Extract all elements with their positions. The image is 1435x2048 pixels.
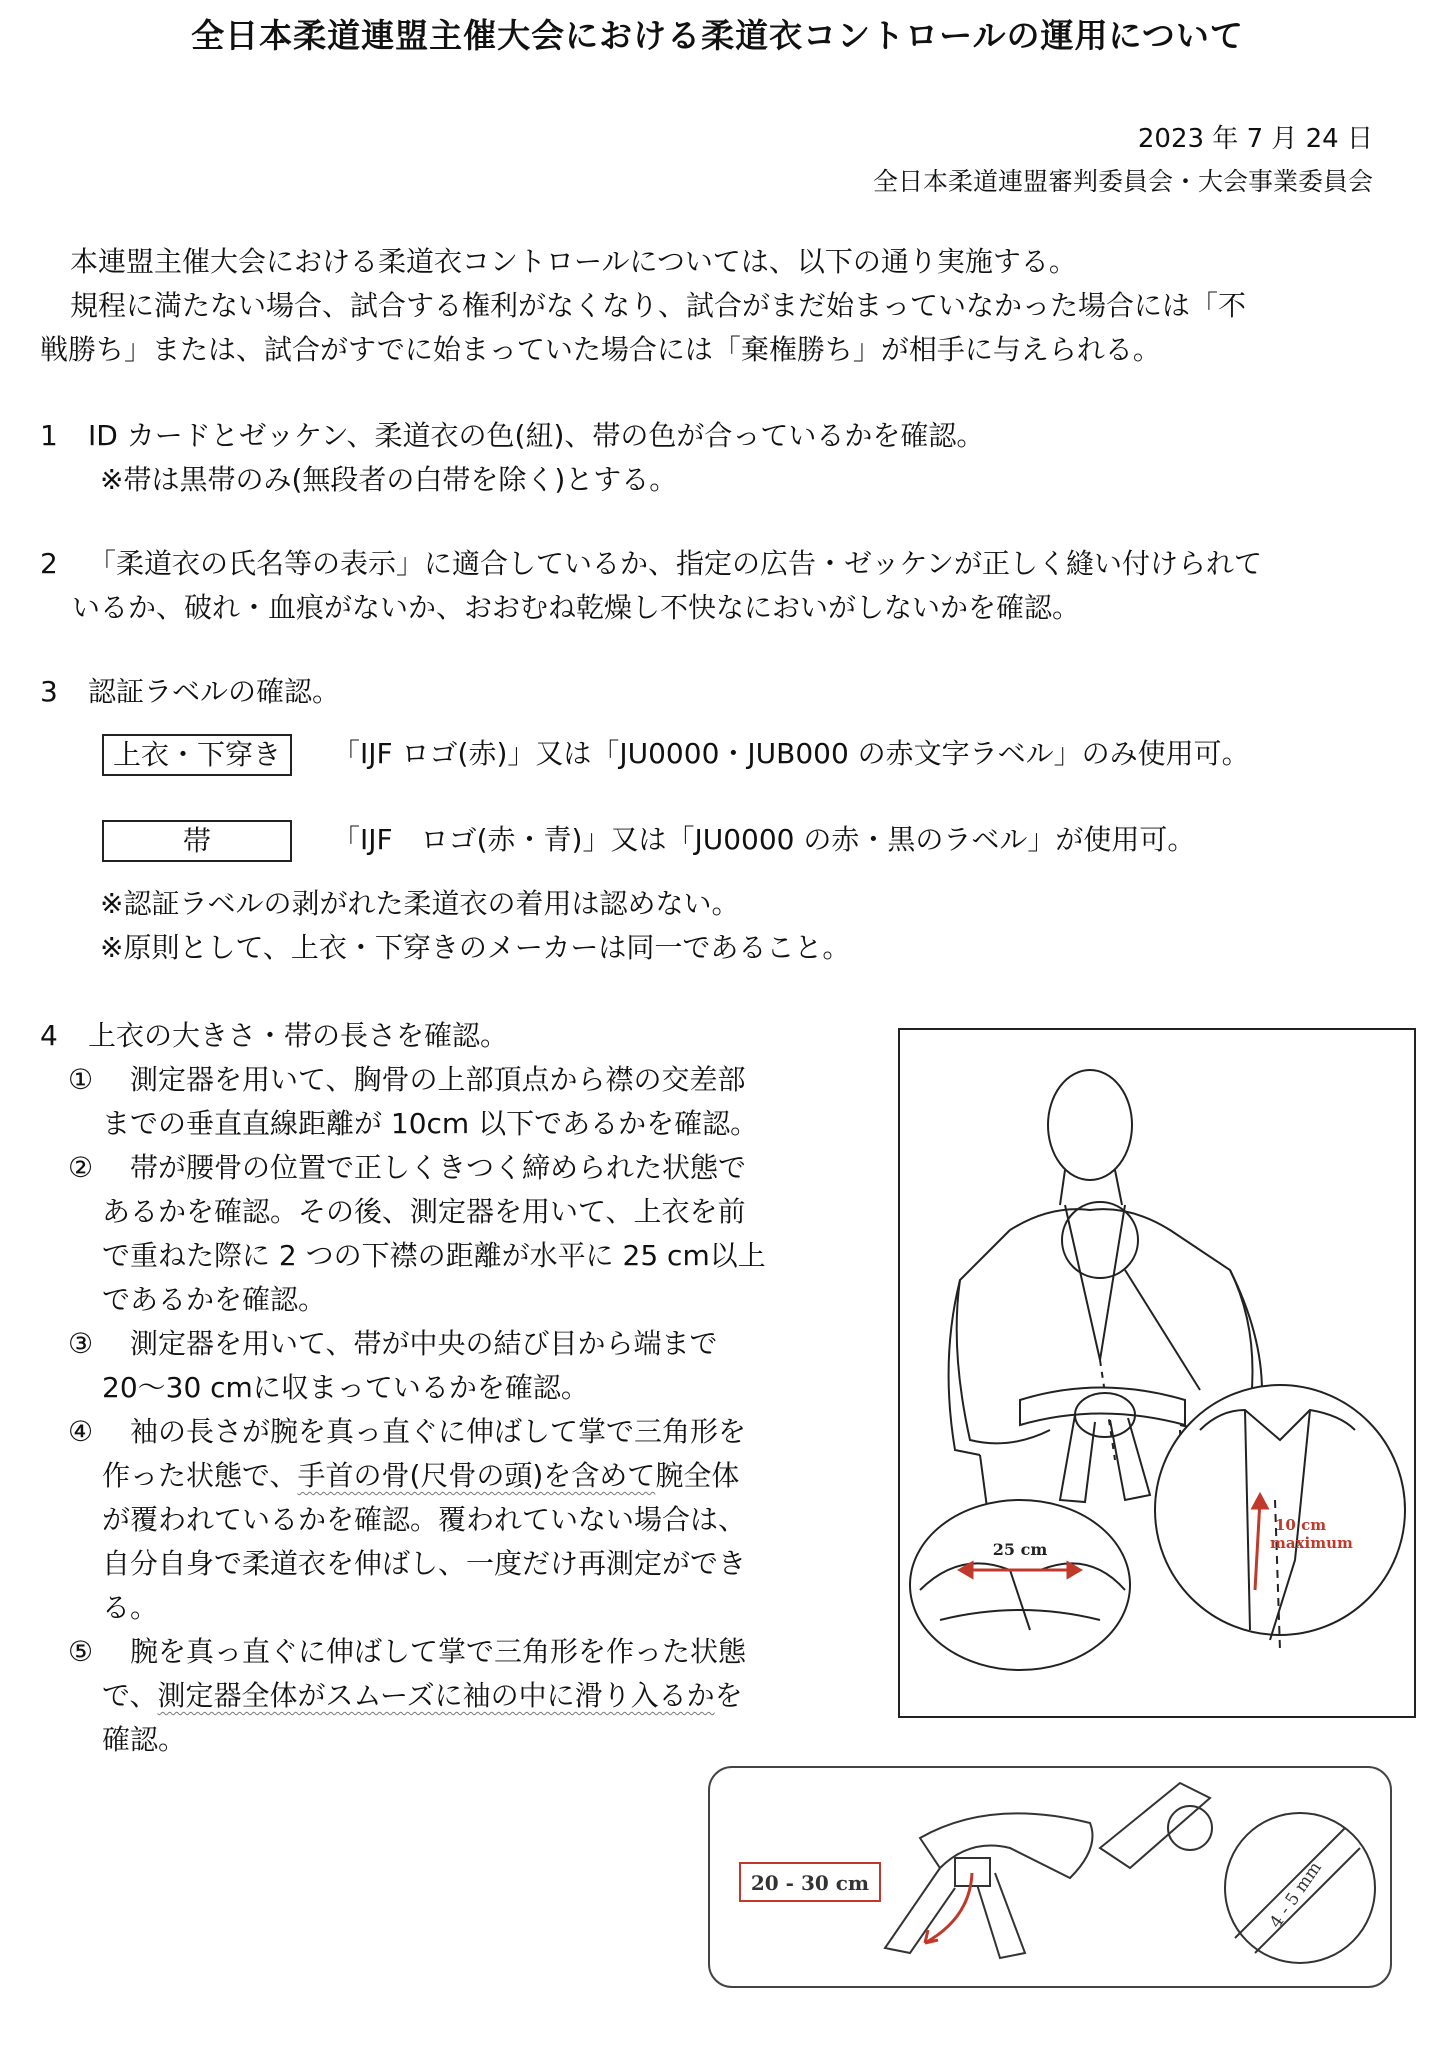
sub-5-line-2-a: で、 [102,1679,158,1712]
head-outline [1048,1070,1132,1180]
item-3 [40,670,340,714]
belt-illustration [710,1768,1390,1986]
item-3-number: 3 [40,675,58,708]
label-belt-text: 「IJF ロゴ(赤・青)」又は「JU0000 の赤・黒のラベル」が使用可。 [332,823,1196,856]
sub-4-mark: ④ [68,1415,94,1448]
sub-4-line-2-a: 作った状態で、 [102,1459,298,1492]
item-1-note: ※帯は黒帯のみ(無段者の白帯を除く)とする。 [100,463,678,496]
label-top-bottom-text: 「IJF ロゴ(赤)」又は「JU0000・JUB000 の赤文字ラベル」のみ使用可。 [332,737,1250,770]
intro-line-1: 本連盟主催大会における柔道衣コントロールについては、以下の通り実施する。 [70,245,1077,278]
item-2 [40,542,1262,586]
label-box-top-bottom: 上衣・下穿き [102,734,292,776]
sub-5-line-2-c: を [714,1679,743,1712]
sub-3-mark: ③ [68,1327,94,1360]
item-3-text: 認証ラベルの確認。 [88,675,341,708]
sub-4-line-1: 袖の長さが腕を真っ直ぐに伸ばして掌で三角形を [130,1415,747,1448]
item-2-line-2: いるか、破れ・血痕がないか、おおむね乾燥し不快なにおいがしないかを確認。 [72,591,1081,624]
issuing-organization: 全日本柔道連盟審判委員会・大会事業委員会 [872,167,1373,196]
sub-2-line-3: で重ねた際に 2 つの下襟の距離が水平に 25 cm以上 [102,1239,766,1272]
sub-2-mark: ② [68,1151,94,1184]
sub-5-line-2 [102,1674,743,1718]
sub-5-line-3: 確認。 [102,1723,187,1756]
label-maximum: maximum [1270,1534,1353,1552]
item-4 [40,1014,508,1058]
sub-4-line-5: る。 [102,1591,159,1624]
sub-2-line-2: あるかを確認。その後、測定器を用いて、上衣を前 [102,1195,746,1228]
item-1-number: 1 [40,419,58,452]
item-1 [40,414,984,458]
sub-3-line-1: 測定器を用いて、帯が中央の結び目から端まで [130,1327,718,1360]
collar-inset-circle [1155,1385,1405,1635]
sub-5-line-1: 腕を真っ直ぐに伸ばして掌で三角形を作った状態 [130,1635,747,1668]
judogi-measurement-figure [898,1028,1416,1718]
page-title: 全日本柔道連盟主催大会における柔道衣コントロールの運用について [191,16,1244,55]
sub-4-line-3: が覆われているかを確認。覆われていない場合は、 [102,1503,747,1536]
sub-1-mark: ① [68,1063,94,1096]
intro-line-2: 規程に満たない場合、試合する権利がなくなり、試合がまだ始まっていなかった場合には「不 [70,289,1247,322]
item-3-note-2: ※原則として、上衣・下穿きのメーカーは同一であること。 [100,931,851,964]
item-3-note-1: ※認証ラベルの剥がれた柔道衣の着用は認めない。 [100,887,740,920]
item-4-number: 4 [40,1019,58,1052]
sub-4-line-4: 自分自身で柔道衣を伸ばし、一度だけ再測定ができ [102,1547,747,1580]
label-25cm: 25 cm [992,1540,1048,1559]
item-1-text: ID カードとゼッケン、柔道衣の色(紐)、帯の色が合っているかを確認。 [88,419,985,452]
sub-5-line-2-emphasis: 測定器全体がスムーズに袖の中に滑り入るか [157,1679,715,1712]
item-2-line-1: 「柔道衣の氏名等の表示」に適合しているか、指定の広告・ゼッケンが正しく縫い付けられて [88,547,1263,580]
label-box-belt: 帯 [102,820,292,862]
belt-loop [920,1813,1093,1878]
sub-3-line-2: 20～30 cmに収まっているかを確認。 [102,1371,589,1404]
belt-measurement-figure [708,1766,1392,1988]
belt-gap-inset [910,1500,1130,1670]
sub-2-line-1: 帯が腰骨の位置で正しくきつく締められた状態で [130,1151,747,1184]
sub-2-line-4: であるかを確認。 [102,1283,327,1316]
label-10cm: 10 cm [1275,1516,1327,1534]
sub-1-line-2: までの垂直直線距離が 10cm 以下であるかを確認。 [102,1107,759,1140]
item-2-number: 2 [40,547,58,580]
sub-4-line-2-emphasis: 手首の骨(尺骨の頭)を含めて [297,1459,656,1492]
sub-4-line-2 [102,1454,739,1498]
sub-1-line-1: 測定器を用いて、胸骨の上部頂点から襟の交差部 [130,1063,746,1096]
sub-4-line-2-c: 腕全体 [655,1459,740,1492]
sub-5-mark: ⑤ [68,1635,94,1668]
document-date: 2023 年 7 月 24 日 [1137,124,1373,154]
label-belt-width: 4 - 5 mm [1265,1858,1326,1932]
intro-line-3: 戦勝ち」または、試合がすでに始まっていた場合には「棄権勝ち」が相手に与えられる。 [40,333,1161,366]
item-4-text: 上衣の大きさ・帯の長さを確認。 [88,1019,509,1052]
judoka-illustration [900,1030,1414,1716]
label-belt-length: 20 - 30 cm [750,1871,870,1895]
